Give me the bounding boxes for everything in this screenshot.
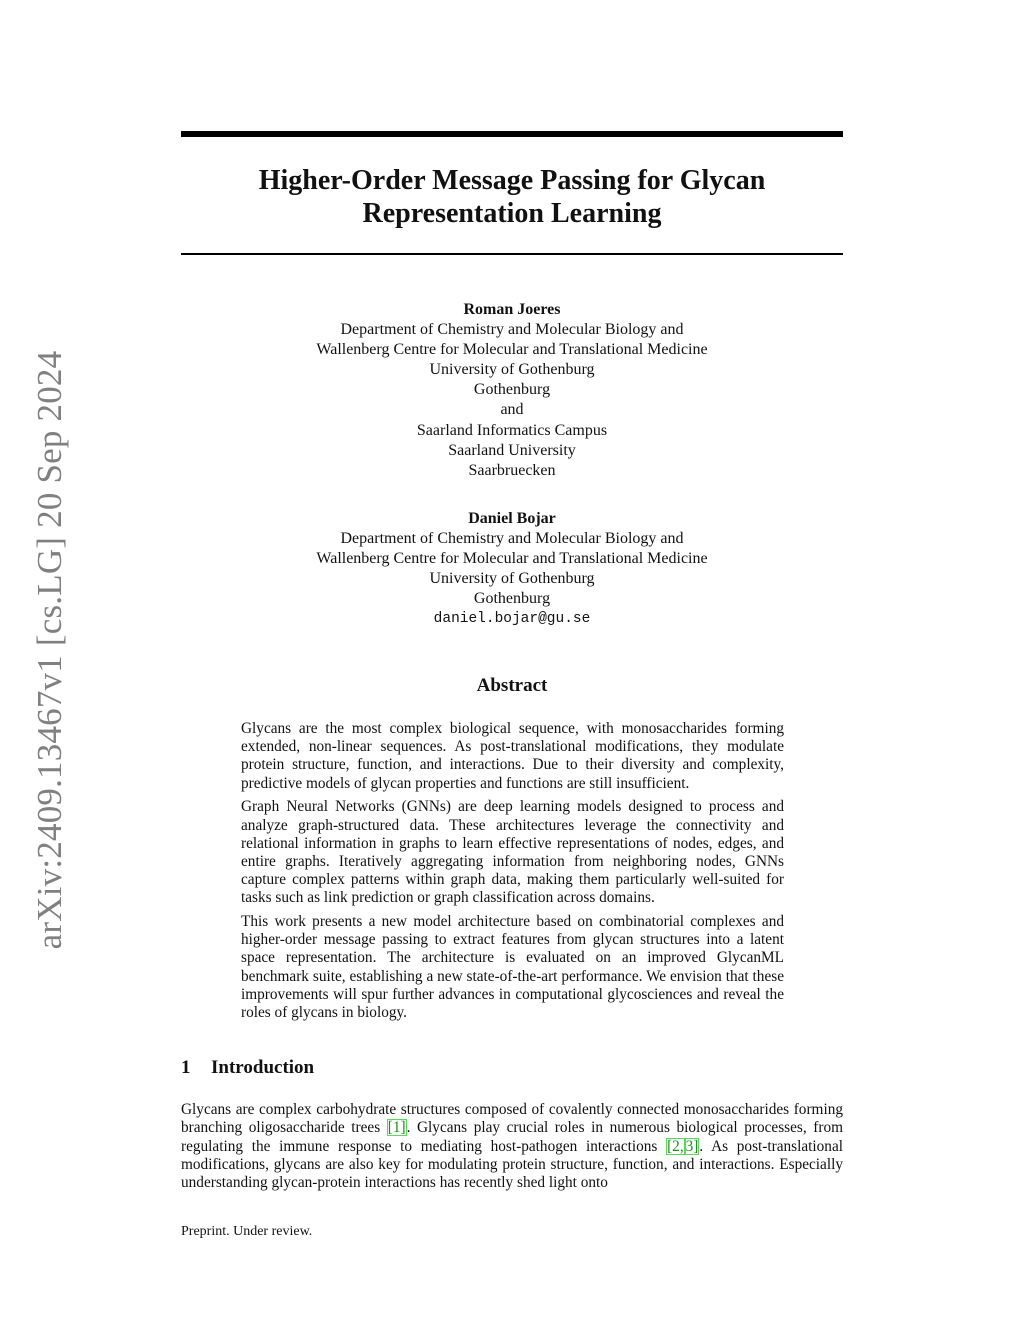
author-email-link[interactable]: daniel.bojar@gu.se	[433, 611, 591, 628]
title-line-2: Representation Learning	[362, 198, 662, 229]
section-heading-introduction	[181, 1057, 314, 1079]
intro-text: . As post-translational modifications, glycans are also key for modulating protein structure, function, and interactions. Especially understanding glycan-protein interactions has recently shed light onto	[181, 1137, 843, 1192]
affiliation-line: Gothenburg	[473, 381, 551, 399]
abstract-paragraph: Graph Neural Networks (GNNs) are deep learning models designed to process and analyze graph-structured data. These architectures leverage the connectivity and relational information in graphs to learn effective representations of nodes, edges, and entire graphs. Iteratively aggregating information from neighboring nodes, GNNs capture complex patterns within graph data, making them particularly well-suited for tasks such as link prediction or graph classification across domains.	[241, 798, 784, 907]
preprint-footer: Preprint. Under review.	[181, 1224, 313, 1239]
section-title: Introduction	[211, 1057, 315, 1078]
abstract-heading: Abstract	[476, 675, 548, 696]
citation-link[interactable]: [1]	[387, 1119, 406, 1137]
affiliation-line: Gothenburg	[473, 590, 551, 608]
title-line-1: Higher-Order Message Passing for Glycan	[258, 165, 766, 196]
affiliation-line: Department of Chemistry and Molecular Biology and	[340, 321, 684, 339]
introduction-body	[181, 1101, 843, 1192]
title-top-rule	[181, 131, 843, 137]
author-name: Roman Joeres	[463, 301, 561, 318]
affiliation-line: University of Gothenburg	[429, 361, 595, 379]
intro-text: . Glycans play crucial roles in numerous biological processes, from regulating the immune response to mediating host-pathogen interactions	[181, 1119, 843, 1155]
abstract-paragraph: This work presents a new model architecture based on combinatorial complexes and higher-order message passing to extract features from glycan structures into a latent space representation. The architecture is evaluated on an improved GlycanML benchmark suite, establishing a new state-of-the-art performance. We envision that these improvements will spur further advances in computational glycosciences and reveal the roles of glycans in biology.	[241, 913, 784, 1022]
paper-title	[181, 164, 843, 230]
affiliation-line: Wallenberg Centre for Molecular and Translational Medicine	[316, 550, 708, 568]
introduction-paragraph	[181, 1101, 843, 1192]
citation-link[interactable]: [2,	[667, 1137, 684, 1155]
intro-text: Glycans are complex carbohydrate structures composed of covalently connected monosaccharides forming branching oligosaccharide trees	[181, 1101, 843, 1137]
title-bottom-rule	[181, 253, 843, 255]
affiliation-line: Saarland University	[448, 441, 576, 459]
affiliation-line: Wallenberg Centre for Molecular and Translational Medicine	[316, 341, 708, 359]
abstract-body	[241, 720, 784, 1028]
section-number: 1	[181, 1057, 191, 1078]
affiliation-line: Department of Chemistry and Molecular Biology and	[340, 530, 684, 548]
affiliation-line: Saarland Informatics Campus	[416, 421, 608, 439]
author-block-roman-joeres	[181, 300, 843, 481]
affiliation-line: and	[500, 401, 524, 419]
citation-link[interactable]: 3]	[685, 1137, 699, 1155]
affiliation-line: Saarbruecken	[468, 461, 556, 479]
affiliation-line: University of Gothenburg	[429, 570, 595, 588]
abstract-paragraph: Glycans are the most complex biological sequence, with monosaccharides forming extended, non-linear sequences. As post-translational modifications, they modulate protein structure, function, and interactions. Due to their diversity and complexity, predictive models of glycan properties and functions are still insufficient.	[241, 720, 784, 792]
author-block-daniel-bojar	[181, 509, 843, 630]
author-name: Daniel Bojar	[468, 510, 556, 527]
arxiv-identifier-stamp[interactable]: arXiv:2409.13467v1 [cs.LG] 20 Sep 2024	[30, 350, 69, 950]
